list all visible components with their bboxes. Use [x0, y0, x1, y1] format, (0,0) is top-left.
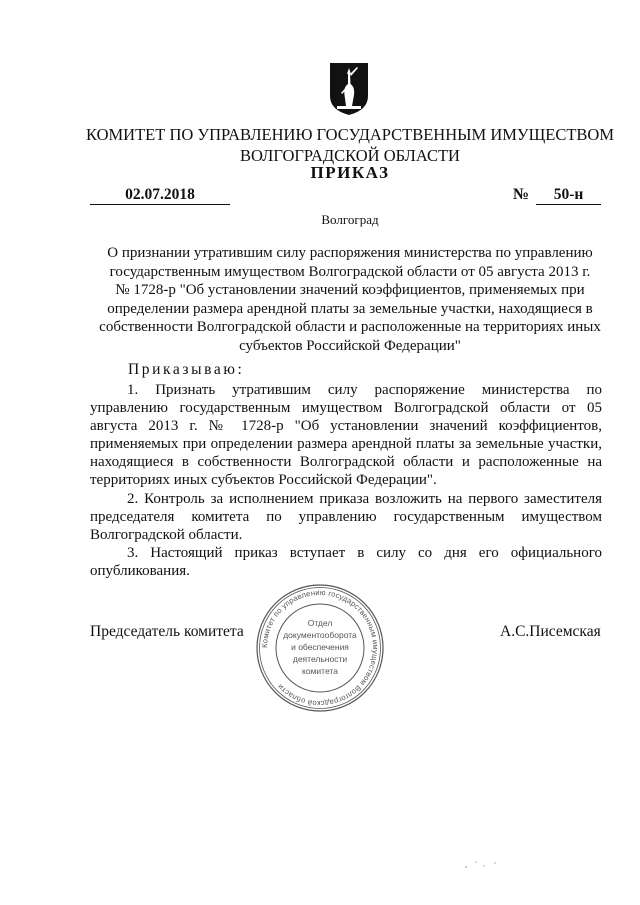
subject-line: субъектов Российской Федерации": [239, 337, 461, 354]
official-stamp: [254, 582, 386, 714]
subject-line: № 1728-р "Об установлении значений коэффициентов, применяемых при: [115, 282, 585, 299]
committee-line-2: ВОЛГОГРАДСКОЙ ОБЛАСТИ: [240, 146, 460, 165]
stamp-ring-text: Комитет по управлению государственным имуществом Волгоградской области: [259, 587, 381, 709]
city-name: Волгоград: [321, 212, 379, 227]
committee-line-1: КОМИТЕТ ПО УПРАВЛЕНИЮ ГОСУДАРСТВЕННЫМ ИМУЩЕСТВОМ: [85, 125, 614, 144]
signatory-role: Председатель комитета: [90, 623, 244, 640]
number-label: №: [513, 186, 530, 203]
document-subject: [90, 244, 610, 356]
stamp-center-line: документооборота: [283, 630, 357, 640]
order-item-3: 3. Настоящий приказ вступает в силу со дня его официального опубликования.: [90, 544, 602, 579]
order-item-1: 1. Признать утратившим силу распоряжение министерства по управлению государственным имуществом Волгоградской области от 05 августа 2013 г. № 1728-р "Об установлении значений коэффициентов, применяемых при определении размера арендной платы за земельные участки, находящиеся в собственности Волгоградской области и расположенные на территориях иных субъектов Российской Федерации".: [90, 382, 602, 489]
subject-line: собственности Волгоградской области и расположенные на территориях иных: [99, 319, 601, 336]
subject-line: О признании утратившим силу распоряжения министерства по управлению: [107, 245, 593, 261]
stamp-center-line: и обеспечения: [291, 642, 349, 652]
order-word: Приказываю:: [128, 361, 245, 378]
stamp-center-line: Отдел: [307, 618, 333, 628]
document-number: 50-н: [536, 186, 601, 205]
order-item-2: 2. Контроль за исполнением приказа возложить на первого заместителя председателя комитета по управлению государственным имуществом Волгоградской области.: [90, 490, 602, 543]
document-body: [90, 381, 602, 580]
coat-of-arms-icon: [329, 62, 369, 116]
scan-specks: [462, 858, 502, 872]
subject-line: определении размера арендной платы за земельные участки, находящиеся в: [107, 300, 593, 317]
stamp-center-line: деятельности: [292, 654, 348, 664]
signatory-name: А.С.Писемская: [500, 623, 601, 640]
committee-name: [60, 124, 640, 166]
document-type-title: ПРИКАЗ: [310, 163, 390, 182]
subject-line: государственным имуществом Волгоградской области от 05 августа 2013 г.: [109, 263, 591, 280]
document-date: 02.07.2018: [90, 186, 230, 205]
stamp-center-line: комитета: [302, 666, 338, 676]
